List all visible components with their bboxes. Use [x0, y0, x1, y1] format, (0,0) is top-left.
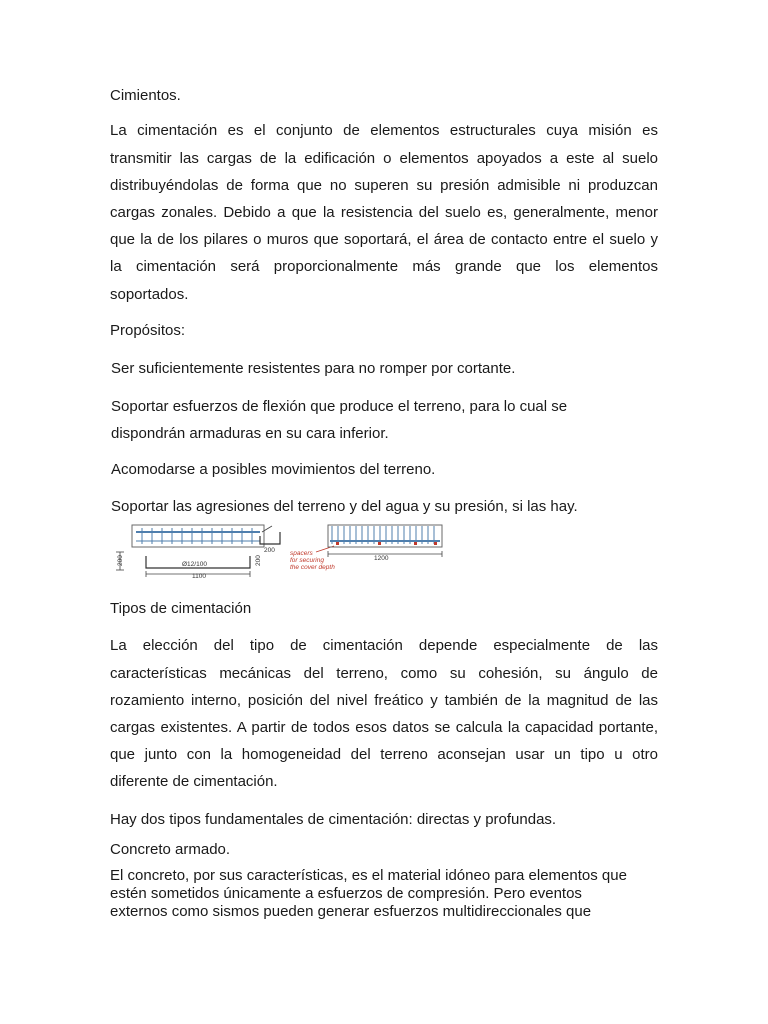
purpose-item: dispondrán armaduras en su cara inferior.: [111, 425, 389, 442]
tipos-line: La elección del tipo de cimentación depende especialmente de las: [110, 637, 658, 654]
concreto-line: externos como sismos pueden generar esfuerzos multidireccionales que: [110, 903, 592, 920]
intro-line: la cimentación será proporcionalmente más grande que los elementos: [110, 258, 658, 275]
heading-concreto: Concreto armado.: [110, 841, 231, 858]
purpose-item: Soportar esfuerzos de flexión que produce el terreno, para lo cual se: [111, 398, 568, 415]
tipos-line: rozamiento interno, posición del nivel freático y también de la magnitud de las: [110, 692, 658, 709]
hook-detail-drawing: [260, 532, 280, 554]
heading-tipos: Tipos de cimentación: [110, 600, 252, 617]
spacers-note-line: spacers: [290, 550, 313, 557]
dim-200-left: 200: [117, 555, 124, 566]
width-label: 1100: [192, 573, 206, 578]
concreto-line: El concreto, por sus características, es el material idóneo para elementos que: [110, 867, 627, 884]
intro-line: soportados.: [110, 286, 189, 303]
heading-cimientos: Cimientos.: [110, 87, 181, 104]
heading-propositos: Propósitos:: [110, 322, 186, 339]
intro-line: distribuyéndolas de forma que no superen su presión admisible ni produzcan: [110, 177, 658, 194]
spacers-note-line: for securing: [290, 557, 324, 564]
tipos-line: diferente de cimentación.: [110, 773, 278, 790]
purpose-item: Soportar las agresiones del terreno y del agua y su presión, si las hay.: [111, 498, 578, 515]
intro-line: La cimentación es el conjunto de elementos estructurales cuya misión es: [110, 122, 658, 139]
dim-200-hook: 200: [264, 547, 275, 554]
concreto-line: estén sometidos únicamente a esfuerzos de compresión. Pero eventos: [110, 885, 582, 902]
dos-tipos-text: Hay dos tipos fundamentales de cimentación: directas y profundas.: [110, 811, 557, 828]
tipos-line: cargas existentes. A partir de todos esos datos se calcula la capacidad portante,: [110, 719, 658, 736]
dim-200-mid: 200: [255, 555, 262, 566]
spacers-note-line: the cover depth: [290, 564, 335, 571]
length-label: 1200: [374, 555, 389, 562]
tipos-line: que junto con la homogeneidad del terreno aconsejan usar un tipo u otro: [110, 746, 658, 763]
purpose-item: Acomodarse a posibles movimientos del terreno.: [111, 461, 436, 478]
footing-section-drawing: [116, 525, 272, 577]
rebar-label: Ø12/100: [182, 561, 207, 568]
intro-line: transmitir las cargas de la edificación o elementos apoyados a este al suelo: [110, 150, 658, 167]
tipos-line: características mecánicas del terreno, como su cohesión, su ángulo de: [110, 665, 658, 682]
intro-line: que la de los pilares o muros que soportará, el área de contacto entre el suelo y: [110, 231, 658, 248]
footing-reinforcement-figure: [112, 522, 452, 578]
intro-line: cargas zonales. Debido a que la resistencia del suelo es, generalmente, menor: [110, 204, 658, 221]
purpose-item: Ser suficientemente resistentes para no romper por cortante.: [111, 360, 516, 377]
footing-elevation-drawing: [328, 525, 442, 562]
